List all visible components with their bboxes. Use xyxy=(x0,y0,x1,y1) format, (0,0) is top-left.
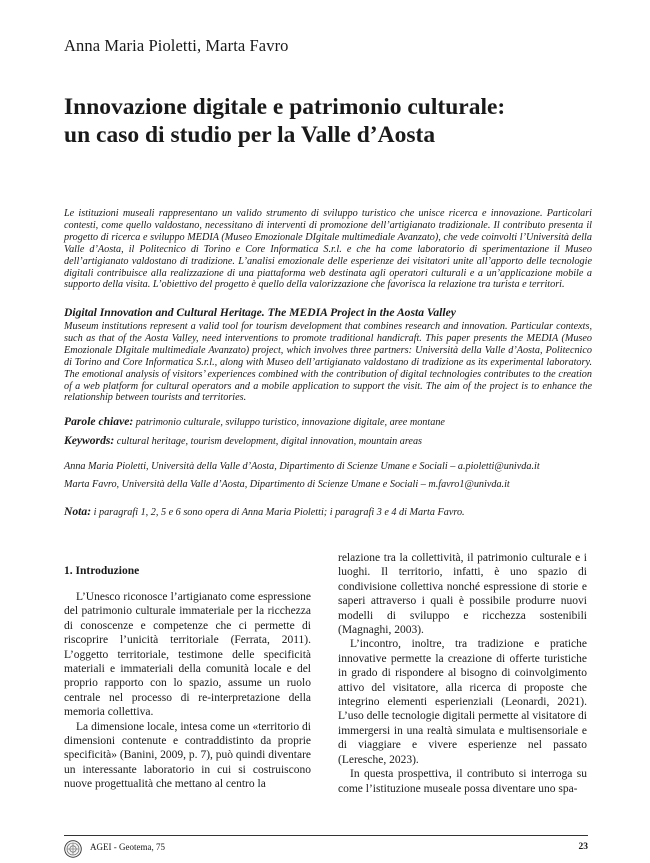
keywords-english-text: cultural heritage, tourism development, digital innovation, mountain areas xyxy=(114,436,423,447)
keywords-italian-text: patrimonio culturale, sviluppo turistico, innovazione digitale, aree montane xyxy=(133,417,445,428)
paragraph: La dimensione locale, intesa come un «territorio di dimensioni contenute e contraddistinto da proprie specificità» (Banini, 2009, p. 7), può quindi diventare un interessante laboratorio in cui si costruiscono nuove progettualità che mettano al centro la xyxy=(64,720,311,791)
keywords-italian xyxy=(64,415,445,428)
keywords-english-label: Keywords: xyxy=(64,434,115,447)
keywords-italian-label: Parole chiave: xyxy=(64,415,134,428)
body-column-left xyxy=(64,590,311,792)
abstract-italian: Le istituzioni museali rappresentano un valido strumento di sviluppo turistico che unisce ricerca e innovazione. Particolari contesti, come quello valdostano, necessitano di interventi di promozione dell’artigianato tradizionale. Il contributo presenta il progetto di ricerca e sviluppo MEDIA (Museo Emozionale DIgitale multimediale Avanzato), che vede coinvolti l’Università della Valle d’Aosta, il Politecnico di Torino e Core Informatica S.r.l. e che ha come laboratorio di sperimentazione il Museo dell’artigianato valdostano di tradizione. L’analisi emozionale delle esperienze dei visitatori unite all’apporto delle tecnologie digitali contribuisce alla realizzazione di una piattaforma web destinata agli operatori culturali e a un’applicazione mobile a supporto della visita. L’obiettivo del progetto è quello della valorizzazione che favorisca la relazione tra turista e territori. xyxy=(64,208,592,291)
section-heading: 1. Introduzione xyxy=(64,565,140,577)
agei-seal-icon xyxy=(64,840,82,858)
english-title: Digital Innovation and Cultural Heritage. The MEDIA Project in the Aosta Valley xyxy=(64,306,456,319)
note-label: Nota: xyxy=(64,505,92,518)
abstract-english: Museum institutions represent a valid tool for tourism development that combines research and innovation. Particular contexts, such as that of the Aosta Valley, need interventions to promote traditional handicraft. This paper presents the MEDIA (Museo Emozionale DIgitale multimediale Avanzato) project, which involves three partners: Università della Valle d’Aosta, Politecnico di Torino and Core Informatica S.r.l., along with Museo dell’artigianato valdostano di tradizione as its experimental laboratory. The emotional analysis of visitors’ experiences combined with the contribution of digital technologies contributes to the creation of a web platform for cultural operators and a mobile application to support the visit. The aim of the project is to enhance the relationship between tourists and territories. xyxy=(64,321,592,404)
affiliation-1: Anna Maria Pioletti, Università della Valle d’Aosta, Dipartimento di Scienze Umane e Sociali – a.pioletti@univda.it xyxy=(64,461,540,472)
authorship-note xyxy=(64,505,465,518)
body-column-right xyxy=(338,551,587,796)
title-line-1: Innovazione digitale e patrimonio culturale: xyxy=(64,94,506,120)
keywords-english xyxy=(64,434,422,447)
paragraph: L’Unesco riconosce l’artigianato come espressione del patrimonio culturale immateriale per la ricchezza di conoscenze e competenze che ci permette di riscoprire l’unicità territoriale (Ferrata, 2011). L’oggetto territoriale, testimone delle specificità materiali e immateriali della comunità locale e del proprio rapporto con lo spazio, assume un ruolo centrale nel processo di re-interpretazione della memoria collettiva. xyxy=(64,591,311,719)
running-authors: Anna Maria Pioletti, Marta Favro xyxy=(64,36,289,55)
paragraph: relazione tra la collettività, il patrimonio culturale e i luoghi. Il territorio, infatti, è uno spazio di condivisione collettiva nonché espressione di storie e saperi attraverso i quali è possibile produrre nuovi modelli di sviluppo e ricchezza sostenibili (Magnaghi, 2003). xyxy=(338,552,587,637)
title-line-2: un caso di studio per la Valle d’Aosta xyxy=(64,122,436,148)
paragraph: In questa prospettiva, il contributo si interroga su come l’istituzione museale possa diventare uno spa- xyxy=(338,768,587,795)
note-text: i paragrafi 1, 2, 5 e 6 sono opera di Anna Maria Pioletti; i paragrafi 3 e 4 di Marta Favro. xyxy=(91,507,465,518)
article-title xyxy=(64,93,604,149)
page-number: 23 xyxy=(578,842,588,852)
footer-rule xyxy=(64,835,588,836)
affiliation-2: Marta Favro, Università della Valle d’Aosta, Dipartimento di Scienze Umane e Sociali – m.favro1@univda.it xyxy=(64,479,510,490)
journal-name: AGEI - Geotema, 75 xyxy=(90,842,165,852)
paragraph: L’incontro, inoltre, tra tradizione e pratiche innovative permette la creazione di offerte turistiche in grado di rispondere al bisogno di coinvolgimento attivo del visitatore, alla ricerca di proposte che integrino elementi esperienziali (Leonardi, 2021). L’uso delle tecnologie digitali permette al visitatore di immergersi in una realtà simulata e multisensoriale e di viaggiare e vivere esperienze nel passato (Leresche, 2023). xyxy=(338,638,587,766)
